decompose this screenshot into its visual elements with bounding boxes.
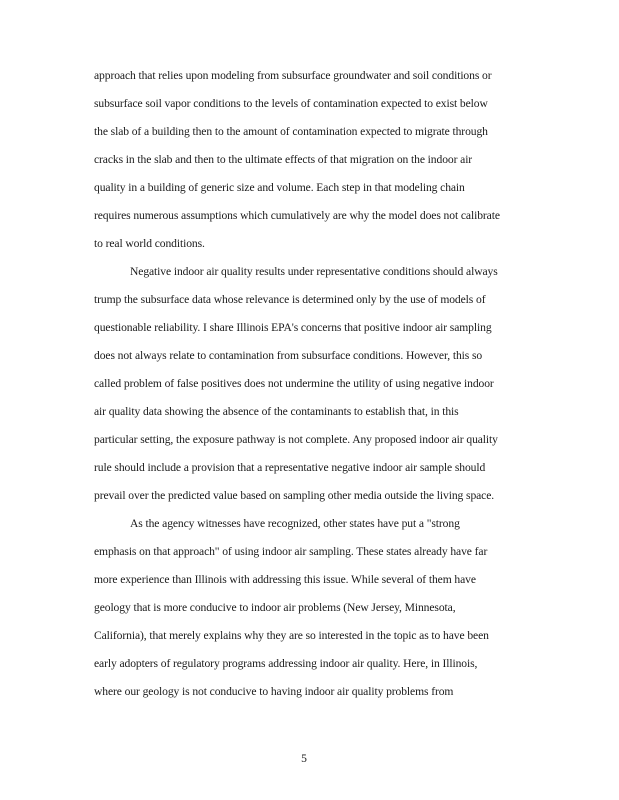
- text-line: emphasis on that approach" of using indoor air sampling. These states already have far: [94, 545, 488, 558]
- text-line: questionable reliability. I share Illinois EPA's concerns that positive indoor air sampling: [94, 321, 492, 334]
- text-line: requires numerous assumptions which cumulatively are why the model does not calibrate: [94, 209, 500, 222]
- text-line: does not always relate to contamination from subsurface conditions. However, this so: [94, 349, 483, 362]
- text-line: the slab of a building then to the amount of contamination expected to migrate through: [94, 125, 488, 138]
- text-line: particular setting, the exposure pathway is not complete. Any proposed indoor air quality: [94, 433, 498, 446]
- paragraph-first-line: Negative indoor air quality results under representative conditions should always: [130, 265, 498, 278]
- text-line: prevail over the predicted value based on sampling other media outside the living space.: [94, 489, 495, 502]
- text-line: quality in a building of generic size and volume. Each step in that modeling chain: [94, 181, 465, 194]
- page-number: 5: [301, 752, 307, 765]
- text-line: more experience than Illinois with addressing this issue. While several of them have: [94, 573, 476, 586]
- text-line: called problem of false positives does not undermine the utility of using negative indoor: [94, 377, 494, 390]
- text-line: trump the subsurface data whose relevance is determined only by the use of models of: [94, 293, 486, 306]
- text-line: air quality data showing the absence of the contaminants to establish that, in this: [94, 405, 459, 418]
- text-line: where our geology is not conducive to having indoor air quality problems from: [94, 685, 454, 698]
- text-line: geology that is more conducive to indoor air problems (New Jersey, Minnesota,: [94, 601, 456, 614]
- text-line: early adopters of regulatory programs addressing indoor air quality. Here, in Illinois,: [94, 657, 478, 670]
- text-line: approach that relies upon modeling from subsurface groundwater and soil conditions or: [94, 69, 492, 82]
- text-line: subsurface soil vapor conditions to the levels of contamination expected to exist below: [94, 97, 488, 110]
- text-line: rule should include a provision that a representative negative indoor air sample should: [94, 461, 486, 474]
- text-line: to real world conditions.: [94, 237, 205, 250]
- paragraph-first-line: As the agency witnesses have recognized, other states have put a "strong: [130, 517, 460, 530]
- text-line: cracks in the slab and then to the ultimate effects of that migration on the indoor air: [94, 153, 473, 166]
- text-line: California), that merely explains why they are so interested in the topic as to have been: [94, 629, 489, 642]
